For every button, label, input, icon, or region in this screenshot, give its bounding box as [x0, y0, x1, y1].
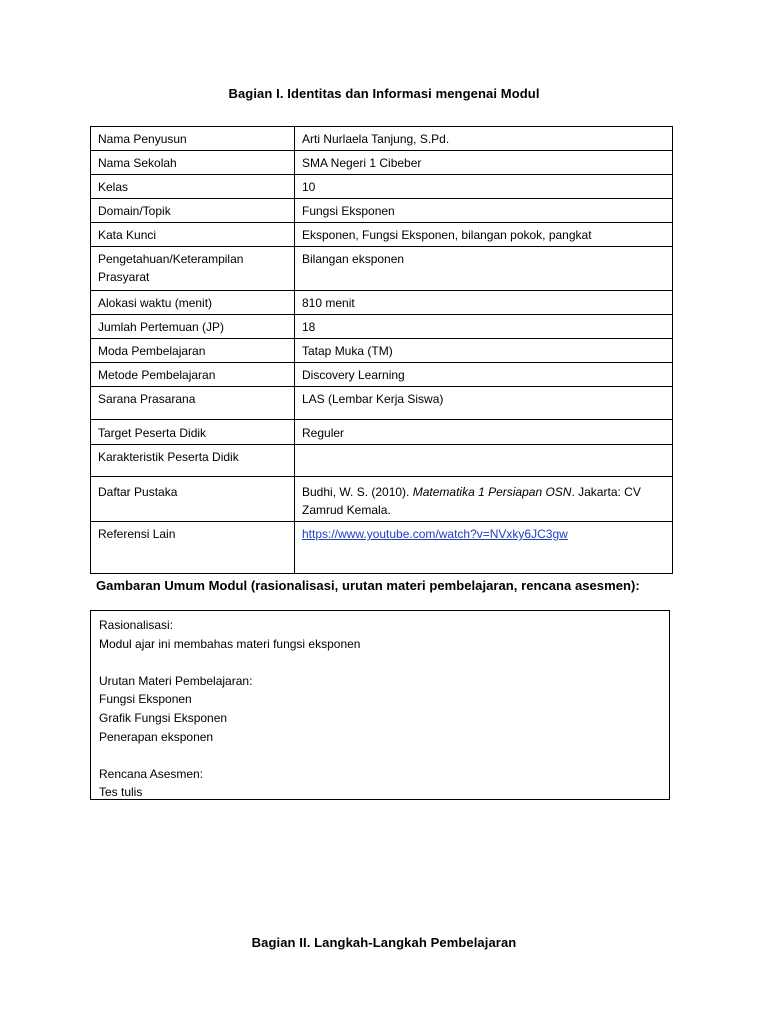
row-label: Jumlah Pertemuan (JP): [91, 315, 295, 339]
row-label: Sarana Prasarana: [91, 387, 295, 420]
row-value: 18: [295, 315, 673, 339]
row-value: Tatap Muka (TM): [295, 339, 673, 363]
row-label: Karakteristik Peserta Didik: [91, 445, 295, 477]
row-label: Nama Sekolah: [91, 151, 295, 175]
row-value: [295, 445, 673, 477]
row-value: 810 menit: [295, 291, 673, 315]
row-label: Referensi Lain: [91, 522, 295, 574]
row-value: Fungsi Eksponen: [295, 199, 673, 223]
module-identity-table: [90, 126, 673, 574]
bibliography-value: [295, 477, 673, 522]
table-row: [91, 175, 673, 199]
reference-link[interactable]: https://www.youtube.com/watch?v=NVxky6JC3gw: [302, 527, 568, 541]
bibliography-author: Budhi, W. S. (2010).: [302, 485, 413, 499]
table-row: [91, 151, 673, 175]
row-label: Metode Pembelajaran: [91, 363, 295, 387]
row-value: Discovery Learning: [295, 363, 673, 387]
bibliography-title: Matematika 1 Persiapan OSN: [412, 485, 572, 499]
assessment-title: Rencana Asesmen:: [99, 766, 204, 781]
row-value: Arti Nurlaela Tanjung, S.Pd.: [295, 127, 673, 151]
list-item: Fungsi Eksponen: [99, 692, 192, 707]
table-row: [91, 127, 673, 151]
table-row: [91, 477, 673, 522]
row-value: [295, 522, 673, 574]
list-item: Grafik Fungsi Eksponen: [99, 710, 228, 725]
table-row: [91, 363, 673, 387]
order-title: Urutan Materi Pembelajaran:: [99, 673, 253, 688]
rationale-text: Modul ajar ini membahas materi fungsi eksponen: [99, 636, 361, 651]
row-value: Bilangan eksponen: [295, 247, 673, 291]
row-label: Pengetahuan/Keterampilan Prasyarat: [91, 247, 295, 291]
bibliography-publisher: . Jakarta: CV Zamrud Kemala.: [302, 485, 641, 517]
section-heading-part-2: Bagian II. Langkah-Langkah Pembelajaran: [251, 935, 517, 950]
table-row: [91, 315, 673, 339]
table-row: [91, 291, 673, 315]
row-value: SMA Negeri 1 Cibeber: [295, 151, 673, 175]
row-value: Reguler: [295, 420, 673, 445]
row-label: Kelas: [91, 175, 295, 199]
row-label: Kata Kunci: [91, 223, 295, 247]
row-value: LAS (Lembar Kerja Siswa): [295, 387, 673, 420]
table-row: [91, 445, 673, 477]
spacer: [99, 746, 661, 765]
row-value: 10: [295, 175, 673, 199]
spacer: [99, 653, 661, 672]
table-row: [91, 247, 673, 291]
section-heading-part-1: Bagian I. Identitas dan Informasi mengenai Modul: [228, 86, 540, 101]
row-label: Nama Penyusun: [91, 127, 295, 151]
row-label: Moda Pembelajaran: [91, 339, 295, 363]
module-overview-box: [90, 610, 670, 800]
table-row: [91, 420, 673, 445]
rationale-title: Rasionalisasi:: [99, 618, 174, 632]
row-label: Alokasi waktu (menit): [91, 291, 295, 315]
table-row: [91, 522, 673, 574]
list-item: Penerapan eksponen: [99, 729, 214, 744]
row-label: Daftar Pustaka: [91, 477, 295, 522]
table-row: [91, 387, 673, 420]
table-row: [91, 339, 673, 363]
section-heading-overview: Gambaran Umum Modul (rasionalisasi, urutan materi pembelajaran, rencana asesmen):: [96, 578, 640, 593]
table-row: [91, 223, 673, 247]
table-row: [91, 199, 673, 223]
row-value: Eksponen, Fungsi Eksponen, bilangan pokok, pangkat: [295, 223, 673, 247]
assessment-text: Tes tulis: [99, 785, 143, 800]
row-label: Target Peserta Didik: [91, 420, 295, 445]
row-label: Domain/Topik: [91, 199, 295, 223]
